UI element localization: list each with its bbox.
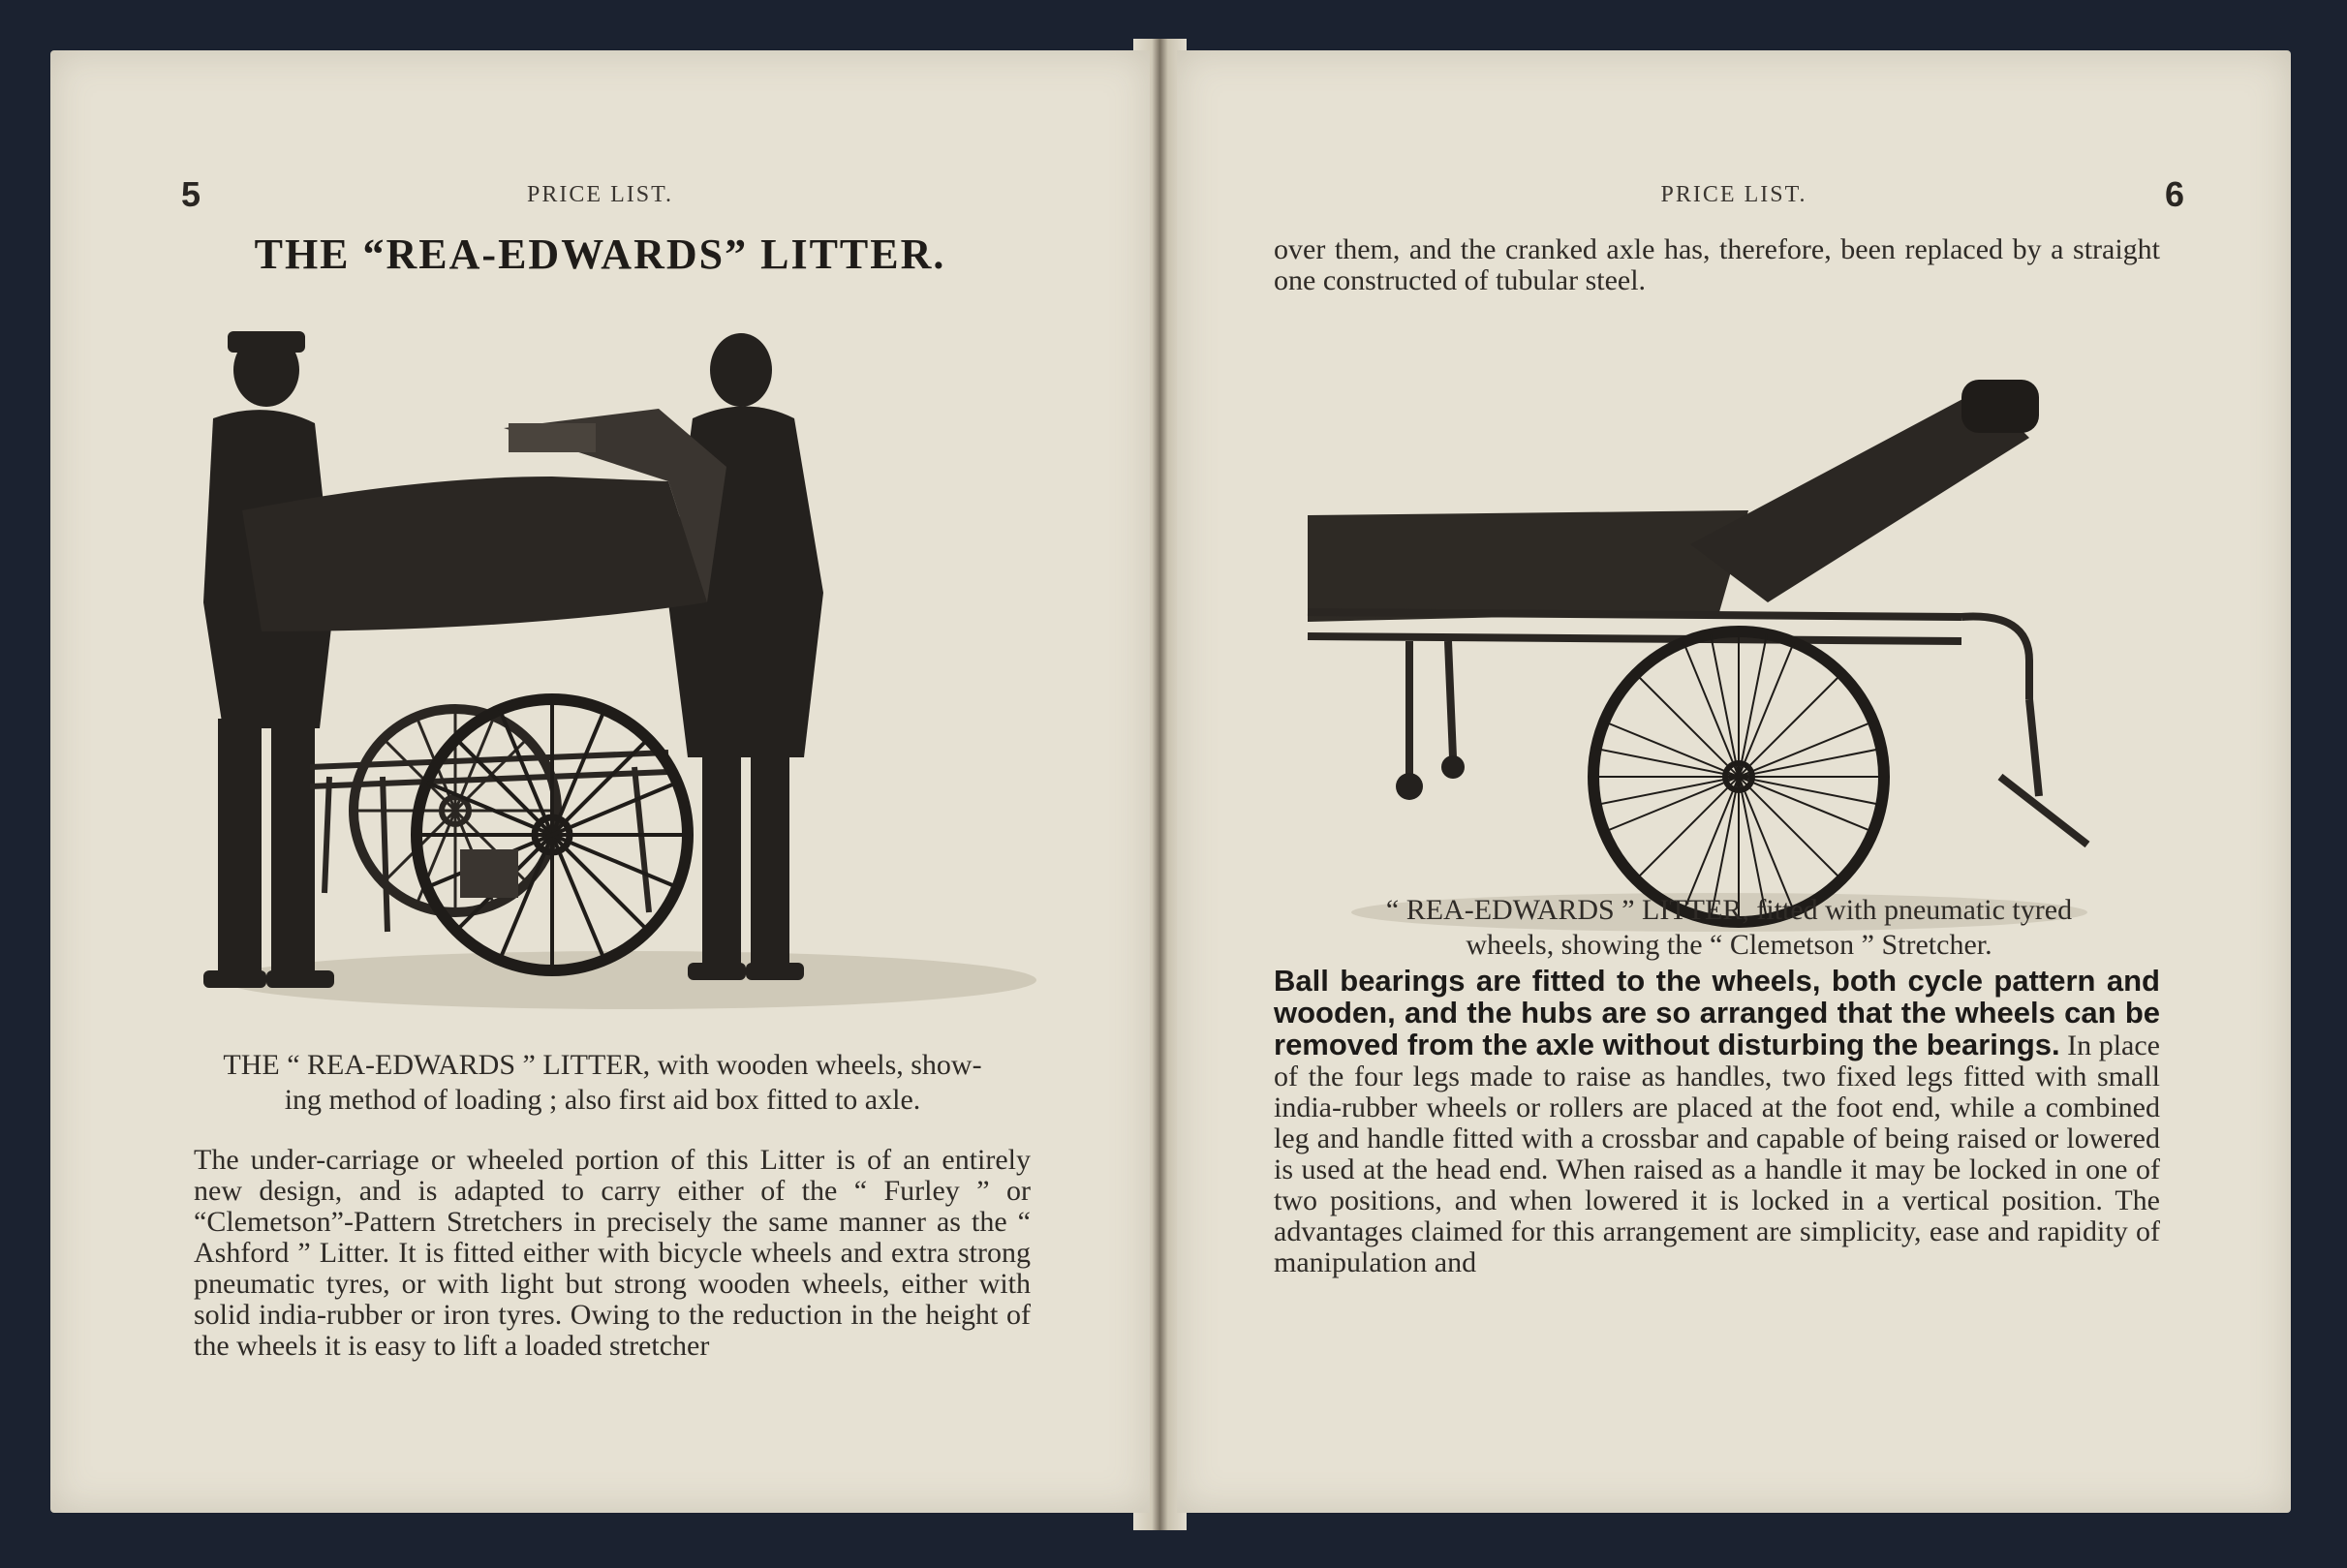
continued-paragraph: over them, and the cranked axle has, therefore, been replaced by a straight one constructed of tubular steel. bbox=[1274, 233, 2160, 296]
right-page-header bbox=[1177, 174, 2291, 232]
body-text-continued: In place of the four legs made to raise as handles, two fixed legs fitted with small india-rubber wheels or rollers are placed at the foot end, while a combined leg and handle fitted with a crossbar and capable of being raised or lowered is used at the head end. When raised as a handle it may be locked in one of two positions, and when lowered it is locked in a vertical position. The advantages claimed for this arrangement are simplicity, ease and rapidity of manipulation and bbox=[1274, 1030, 2160, 1278]
running-header: PRICE LIST. bbox=[527, 182, 673, 207]
litter-with-pneumatic-wheels-illustration bbox=[1264, 370, 2175, 941]
running-header: PRICE LIST. bbox=[1660, 182, 1807, 207]
caption-line-1: THE “ REA-EDWARDS ” LITTER, with wooden wheels, show- bbox=[223, 1049, 982, 1081]
left-page-header bbox=[50, 174, 1150, 232]
caption-line-2: ing method of loading ; also first aid box fitted to axle. bbox=[284, 1084, 921, 1116]
body-paragraph bbox=[1274, 966, 2160, 1278]
page-number: 5 bbox=[181, 174, 201, 214]
page-number: 6 bbox=[2164, 174, 2184, 214]
figure-caption bbox=[138, 1048, 1067, 1118]
body-paragraph: The under-carriage or wheeled portion of this Litter is of an entirely new design, and is adapted to carry either of the “ Furley ” or “Clemetson”-Pattern Stretchers in precisely the same manner as the “ Ashford ” Litter. It is fitted either with bicycle wheels and extra strong pneumatic tyres, or with light but strong wooden wheels, either with solid india-rubber or iron tyres. Owing to the reduction in the height of the wheels it is easy to lift a loaded stretcher bbox=[194, 1144, 1031, 1362]
litter-with-wooden-wheels-illustration bbox=[126, 312, 1095, 1029]
left-page bbox=[50, 50, 1150, 1513]
page-title: THE “REA-EDWARDS” LITTER. bbox=[254, 231, 946, 278]
caption-line-2: wheels, showing the “ Clemetson ” Stretcher. bbox=[1466, 929, 1992, 961]
right-page bbox=[1177, 50, 2291, 1513]
bold-lead-text: Ball bearings are fitted to the wheels, both cycle pattern and wooden, and the hubs are so arranged that the wheels can be removed from the axle without disturbing the bearings. bbox=[1274, 964, 2160, 1061]
caption-line-1: “ REA-EDWARDS ” LITTER, fitted with pneumatic tyred bbox=[1385, 894, 2073, 926]
figure-caption bbox=[1264, 893, 2194, 963]
